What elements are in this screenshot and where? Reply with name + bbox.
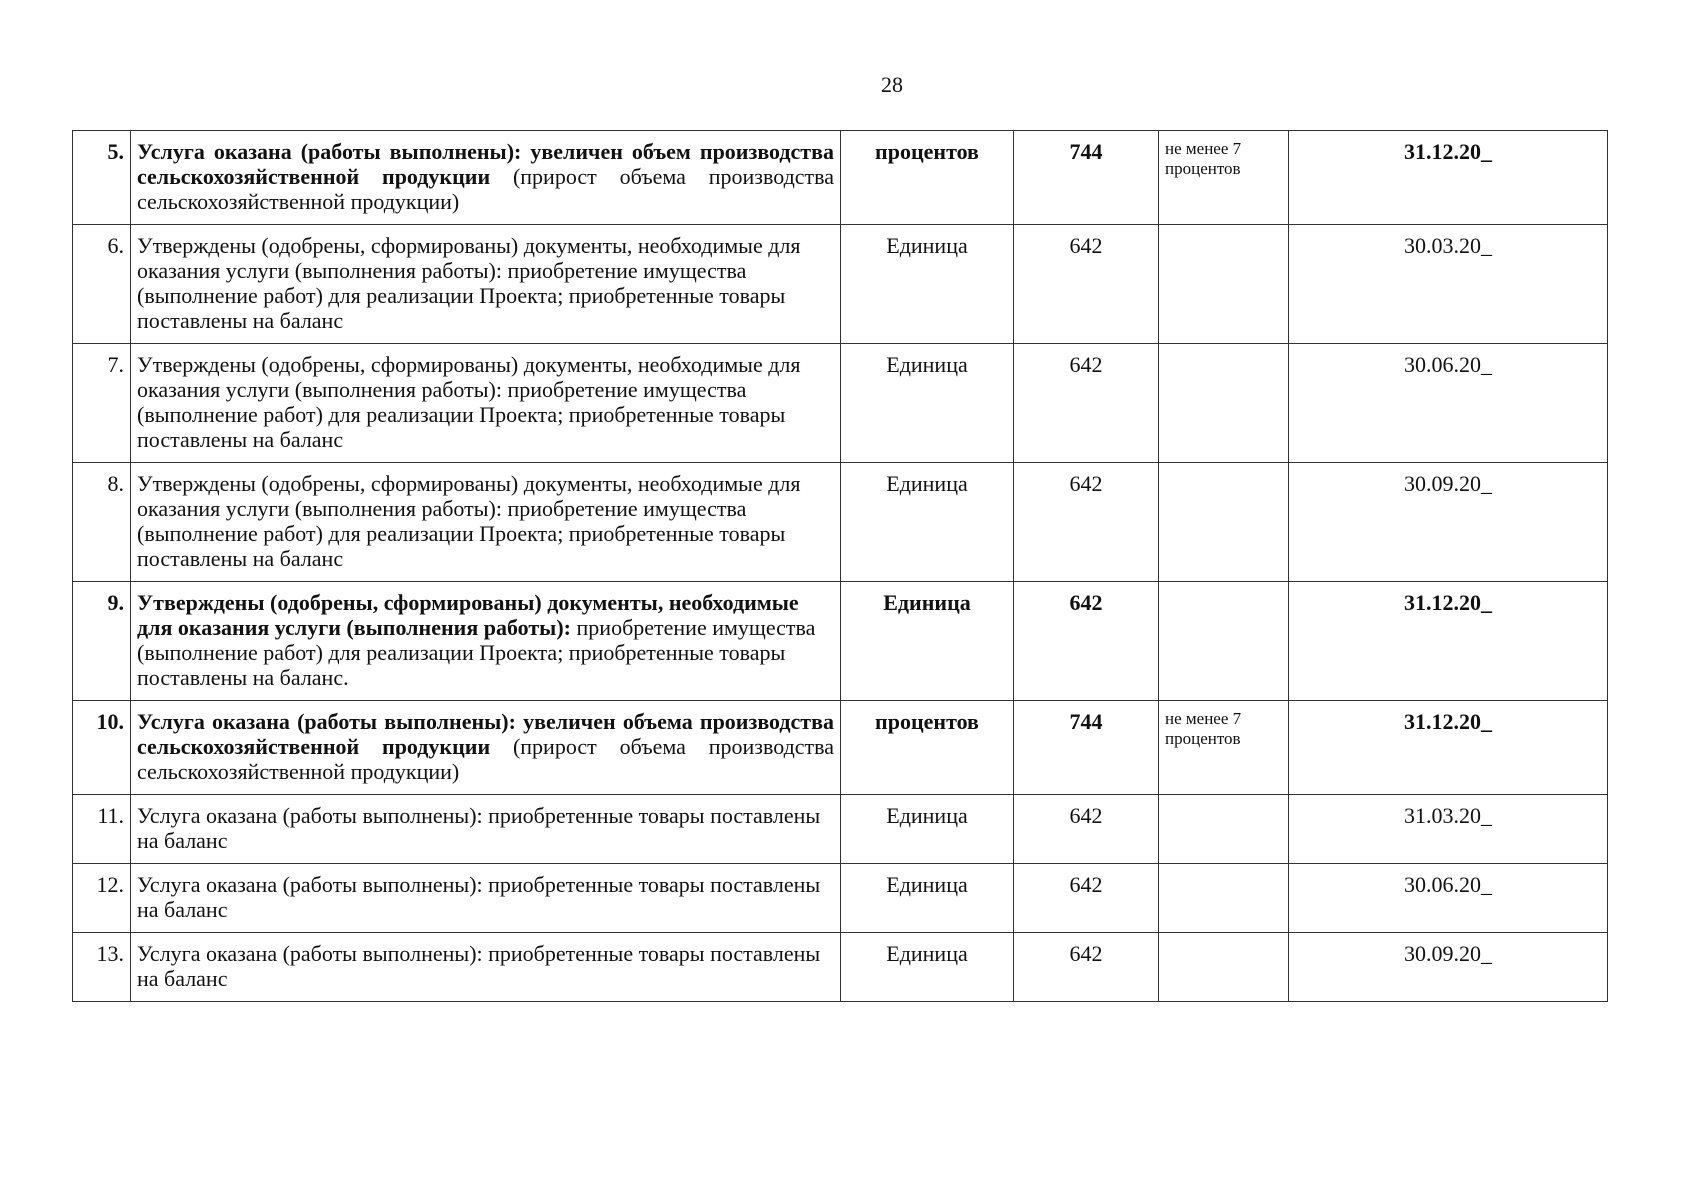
row-unit: процентов [841, 131, 1014, 225]
row-description-text: Утверждены (одобрены, сформированы) документы, необходимые для оказания услуги (выполнения работы): приобретение имущества (выполнение работ) для реализации Проекта; приобретенные товары поставлены на баланс [137, 233, 801, 333]
table-row [73, 933, 1608, 1002]
row-description-text: (прирост объема производства сельскохозяйственной продукции) [137, 164, 834, 214]
row-description [131, 463, 841, 582]
row-unit-code: 642 [1014, 582, 1159, 701]
row-description-text: Услуга оказана (работы выполнены): приобретенные товары поставлены на баланс [137, 872, 821, 922]
row-unit: Единица [841, 463, 1014, 582]
row-number: 7. [73, 344, 131, 463]
row-deadline: 30.03.20_ [1289, 225, 1608, 344]
row-deadline: 30.06.20_ [1289, 344, 1608, 463]
row-description [131, 701, 841, 795]
row-unit: Единица [841, 582, 1014, 701]
row-unit-code: 744 [1014, 131, 1159, 225]
row-unit: Единица [841, 225, 1014, 344]
row-target-note [1159, 933, 1289, 1002]
row-description-text: (прирост объема производства сельскохозяйственной продукции) [137, 734, 834, 784]
row-target-note [1159, 864, 1289, 933]
row-description-text: Утверждены (одобрены, сформированы) документы, необходимые для оказания услуги (выполнения работы): приобретение имущества (выполнение работ) для реализации Проекта; приобретенные товары поставлены на баланс [137, 471, 801, 571]
row-number: 8. [73, 463, 131, 582]
row-number: 10. [73, 701, 131, 795]
row-unit: Единица [841, 864, 1014, 933]
row-description-bold: Утверждены (одобрены, сформированы) документы, необходимые для оказания услуги (выполнения работы): [137, 590, 799, 640]
row-target-note [1159, 582, 1289, 701]
row-description [131, 864, 841, 933]
table-row [73, 864, 1608, 933]
row-number: 13. [73, 933, 131, 1002]
row-number: 11. [73, 795, 131, 864]
row-description-bold: Услуга оказана (работы выполнены): увеличен объем производства сельскохозяйственной продукции [137, 139, 834, 189]
results-table [72, 130, 1608, 1002]
row-description-text: Услуга оказана (работы выполнены): приобретенные товары поставлены на баланс [137, 941, 821, 991]
row-unit: Единица [841, 344, 1014, 463]
row-description-text: Утверждены (одобрены, сформированы) документы, необходимые для оказания услуги (выполнения работы): приобретение имущества (выполнение работ) для реализации Проекта; приобретенные товары поставлены на баланс [137, 352, 801, 452]
row-description [131, 131, 841, 225]
row-deadline: 31.03.20_ [1289, 795, 1608, 864]
row-deadline: 31.12.20_ [1289, 701, 1608, 795]
row-number: 5. [73, 131, 131, 225]
row-description-text: приобретение имущества (выполнение работ) для реализации Проекта; приобретенные товары поставлены на баланс. [137, 615, 816, 690]
row-description [131, 344, 841, 463]
row-unit-code: 642 [1014, 225, 1159, 344]
table-row [73, 344, 1608, 463]
row-unit-code: 642 [1014, 463, 1159, 582]
table-row [73, 701, 1608, 795]
row-unit-code: 642 [1014, 344, 1159, 463]
row-unit: Единица [841, 795, 1014, 864]
row-target-note [1159, 344, 1289, 463]
row-deadline: 30.06.20_ [1289, 864, 1608, 933]
row-description [131, 933, 841, 1002]
row-description [131, 795, 841, 864]
row-target-note [1159, 463, 1289, 582]
row-deadline: 31.12.20_ [1289, 131, 1608, 225]
row-description [131, 225, 841, 344]
row-target-note [1159, 225, 1289, 344]
table-row [73, 225, 1608, 344]
row-unit-code: 744 [1014, 701, 1159, 795]
row-target-note [1159, 795, 1289, 864]
row-description-text: Услуга оказана (работы выполнены): приобретенные товары поставлены на баланс [137, 803, 821, 853]
page-number: 28 [881, 72, 903, 97]
row-unit: процентов [841, 701, 1014, 795]
row-unit: Единица [841, 933, 1014, 1002]
table-row [73, 463, 1608, 582]
row-number: 6. [73, 225, 131, 344]
table-row [73, 131, 1608, 225]
row-deadline: 30.09.20_ [1289, 933, 1608, 1002]
row-target-note: не менее 7 процентов [1159, 131, 1289, 225]
row-deadline: 31.12.20_ [1289, 582, 1608, 701]
row-number: 12. [73, 864, 131, 933]
row-unit-code: 642 [1014, 933, 1159, 1002]
row-unit-code: 642 [1014, 795, 1159, 864]
row-description [131, 582, 841, 701]
table-row [73, 795, 1608, 864]
row-target-note: не менее 7 процентов [1159, 701, 1289, 795]
row-deadline: 30.09.20_ [1289, 463, 1608, 582]
row-number: 9. [73, 582, 131, 701]
table-row [73, 582, 1608, 701]
row-unit-code: 642 [1014, 864, 1159, 933]
row-description-bold: Услуга оказана (работы выполнены): увеличен объема производства сельскохозяйственной продукции [137, 709, 834, 759]
